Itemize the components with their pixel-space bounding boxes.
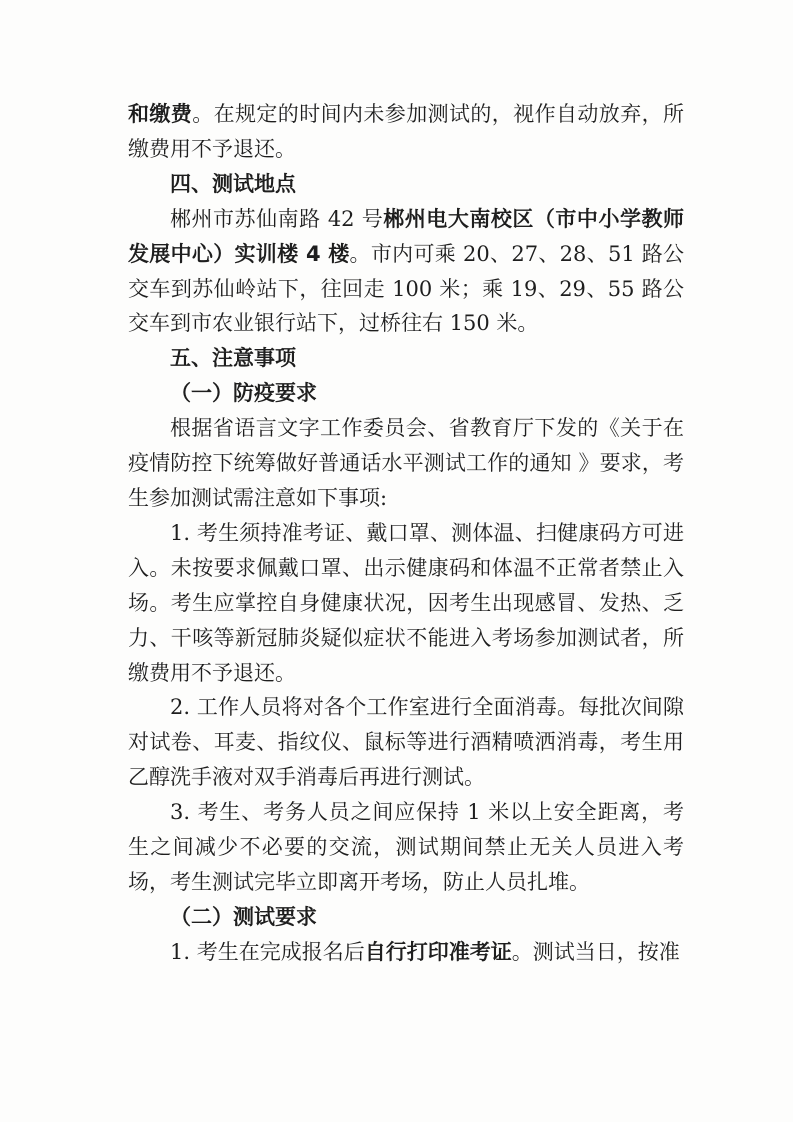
subsection1-item2: 2. 工作人员将对各个工作室进行全面消毒。每批次间隙对试卷、耳麦、指纹仪、鼠标等进行酒精喷洒消毒，考生用乙醇洗手液对双手消毒后再进行测试。: [128, 695, 684, 790]
subsection2-item1-bold: 自行打印准考证: [364, 939, 512, 964]
intro-text: 。在规定的时间内未参加测试的，视作自动放弃，所缴费用不予退还。: [128, 102, 685, 161]
section4-paragraph: [128, 202, 684, 342]
document-body: [128, 97, 684, 970]
section5-heading: 五、注意事项: [170, 346, 296, 371]
intro-bold-text: 和缴费: [128, 102, 193, 126]
section4-heading: 四、测试地点: [170, 171, 296, 196]
subsection1-item1: 1. 考生须持准考证、戴口罩、测体温、扫健康码方可进入。未按要求佩戴口罩、出示健康码和体温不正常者禁止入场。考生应掌控自身健康状况，因考生出现感冒、发热、乏力、干咳等新冠肺炎疑似症状不能进入考场参加测试者，所缴费用不予退还。: [128, 520, 684, 685]
subsection2-item1-text-a: 1. 考生在完成报名后: [170, 939, 365, 964]
subsection1-intro: 根据省语言文字工作委员会、省教育厅下发的《关于在疫情防控下统筹做好普通话水平测试工作的通知 》要求，考生参加测试需注意如下事项:: [128, 416, 684, 510]
subsection1-item3: 3. 考生、考务人员之间应保持 1 米以上安全距离，考生之间减少不必要的交流，测试期间禁止无关人员进入考场，考生测试完毕立即离开考场，防止人员扎堆。: [128, 800, 684, 894]
subsection1-heading: （一）防疫要求: [170, 380, 317, 406]
section4-text-a: 郴州市苏仙南路 42 号: [170, 206, 384, 231]
section4-bold-location: 郴州电大南校区（市中小学教师发展中心）实训楼 4 楼: [128, 206, 685, 266]
subsection2-item1-text-b: 。测试当日，按准: [511, 939, 680, 964]
intro-paragraph: [128, 97, 684, 167]
subsection2-heading: （二）测试要求: [170, 903, 317, 929]
section4-text-b: 。市内可乘 20、27、28、51 路公交车到苏仙岭站下，往回走 100 米；乘 19、29、55 路公交车到市农业银行站下，过桥往右 150 米。: [128, 241, 684, 336]
subsection2-item1: [128, 935, 684, 970]
